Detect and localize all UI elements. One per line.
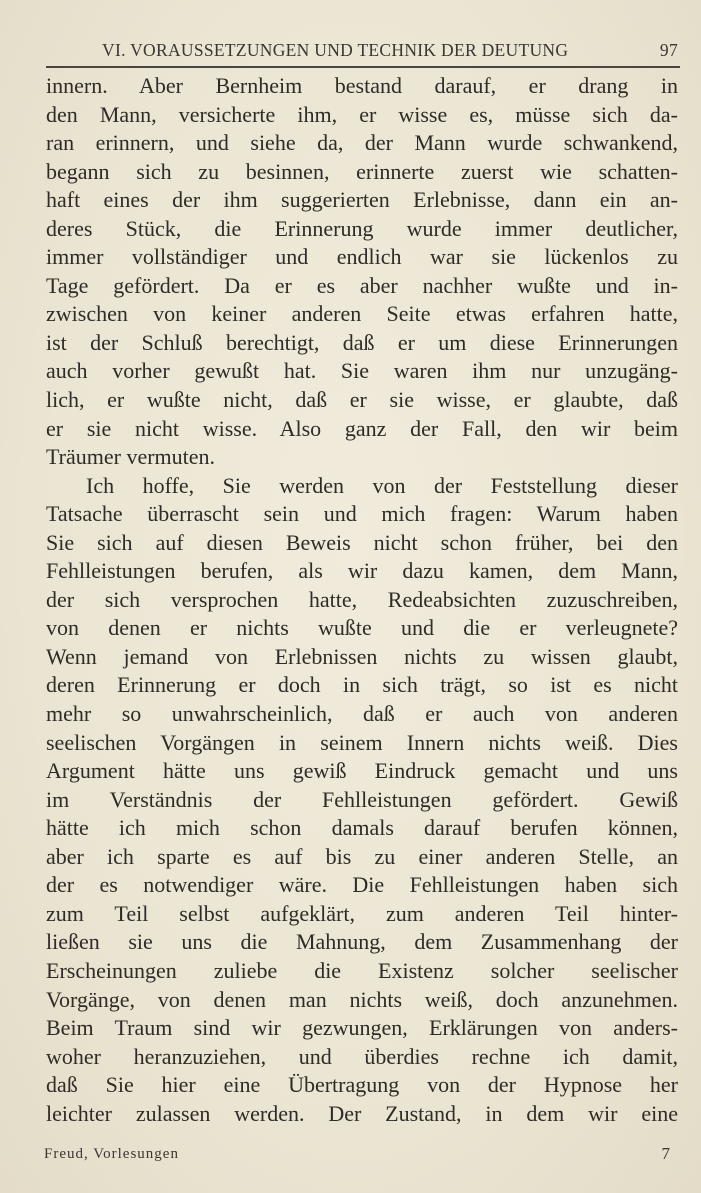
text-line: leichter zulassen werden. Der Zustand, in dem wir eine (46, 1100, 678, 1126)
signature-mark: Freud, Vorlesungen (44, 1146, 179, 1162)
text-line: Vorgänge, von denen man nichts weiß, doch anzunehmen. (46, 986, 678, 1012)
text-line: immer vollständiger und endlich war sie lückenlos zu (46, 244, 678, 270)
text-line: Argument hätte uns gewiß Eindruck gemacht und uns (46, 758, 678, 784)
text-line: aber ich sparte es auf bis zu einer anderen Stelle, an (46, 843, 678, 869)
text-line: Wenn jemand von Erlebnissen nichts zu wissen glaubt, (46, 643, 678, 669)
text-line: Beim Traum sind wir gezwungen, Erklärungen von anders- (46, 1015, 678, 1041)
text-line: daß Sie hier eine Übertragung von der Hypnose her (46, 1072, 678, 1098)
text-line: er sie nicht wisse. Also ganz der Fall, den wir beim (46, 415, 678, 441)
text-line: zwischen von keiner anderen Seite etwas erfahren hatte, (46, 301, 678, 327)
running-header (46, 38, 680, 64)
text-line: ran erinnern, und siehe da, der Mann wurde schwankend, (46, 130, 678, 156)
text-line: deres Stück, die Erinnerung wurde immer deutlicher, (46, 215, 678, 241)
text-line: Fehlleistungen berufen, als wir dazu kamen, dem Mann, (46, 558, 678, 584)
text-line: Tatsache überrascht sein und mich fragen: Warum haben (46, 501, 678, 527)
text-line: hätte ich mich schon damals darauf berufen können, (46, 815, 678, 841)
text-line: Tage gefördert. Da er es aber nachher wußte und in- (46, 272, 678, 298)
paragraph-end-line: Träumer vermuten. (46, 444, 216, 470)
text-line: begann sich zu besinnen, erinnerte zuerst wie schatten- (46, 158, 678, 184)
text-line: deren Erinnerung er doch in sich trägt, so ist es nicht (46, 672, 678, 698)
text-line: im Verständnis der Fehlleistungen gefördert. Gewiß (46, 786, 678, 812)
text-line: innern. Aber Bernheim bestand darauf, er drang in (46, 73, 678, 98)
paragraph-start-line: Ich hoffe, Sie werden von der Feststellung dieser (86, 472, 678, 498)
text-line: zum Teil selbst aufgeklärt, zum anderen Teil hinter- (46, 900, 678, 926)
text-line: der es notwendiger wäre. Die Fehlleistungen haben sich (46, 872, 678, 898)
text-line: von denen er nichts wußte und die er verleugnete? (46, 615, 678, 641)
text-line: ließen sie uns die Mahnung, dem Zusammenhang der (46, 929, 678, 955)
text-line: den Mann, versicherte ihm, er wisse es, müsse sich da- (46, 101, 678, 127)
text-line: Erscheinungen zuliebe die Existenz solcher seelischer (46, 957, 678, 983)
text-line: woher heranzuziehen, und überdies rechne ich damit, (46, 1043, 678, 1069)
text-line: ist der Schluß berechtigt, daß er um diese Erinnerungen (46, 329, 678, 355)
page-number: 97 (659, 40, 678, 60)
body-text (46, 72, 678, 1128)
text-line: mehr so unwahrscheinlich, daß er auch von anderen (46, 701, 678, 727)
running-title: VI. VORAUSSETZUNGEN UND TECHNIK DER DEUTUNG (102, 40, 569, 60)
text-line: der sich versprochen hatte, Redeabsichten zuzuschreiben, (46, 586, 678, 612)
page-footer (44, 1146, 678, 1168)
text-line: Sie sich auf diesen Beweis nicht schon früher, bei den (46, 529, 678, 555)
sheet-number: 7 (661, 1144, 670, 1163)
header-rule (46, 66, 680, 68)
text-line: seelischen Vorgängen in seinem Innern nichts weiß. Dies (46, 729, 678, 755)
text-line: haft eines der ihm suggerierten Erlebnisse, dann ein an- (46, 187, 678, 213)
text-line: lich, er wußte nicht, daß er sie wisse, er glaubte, daß (46, 387, 678, 413)
text-line: auch vorher gewußt hat. Sie waren ihm nur unzugäng- (46, 358, 678, 384)
